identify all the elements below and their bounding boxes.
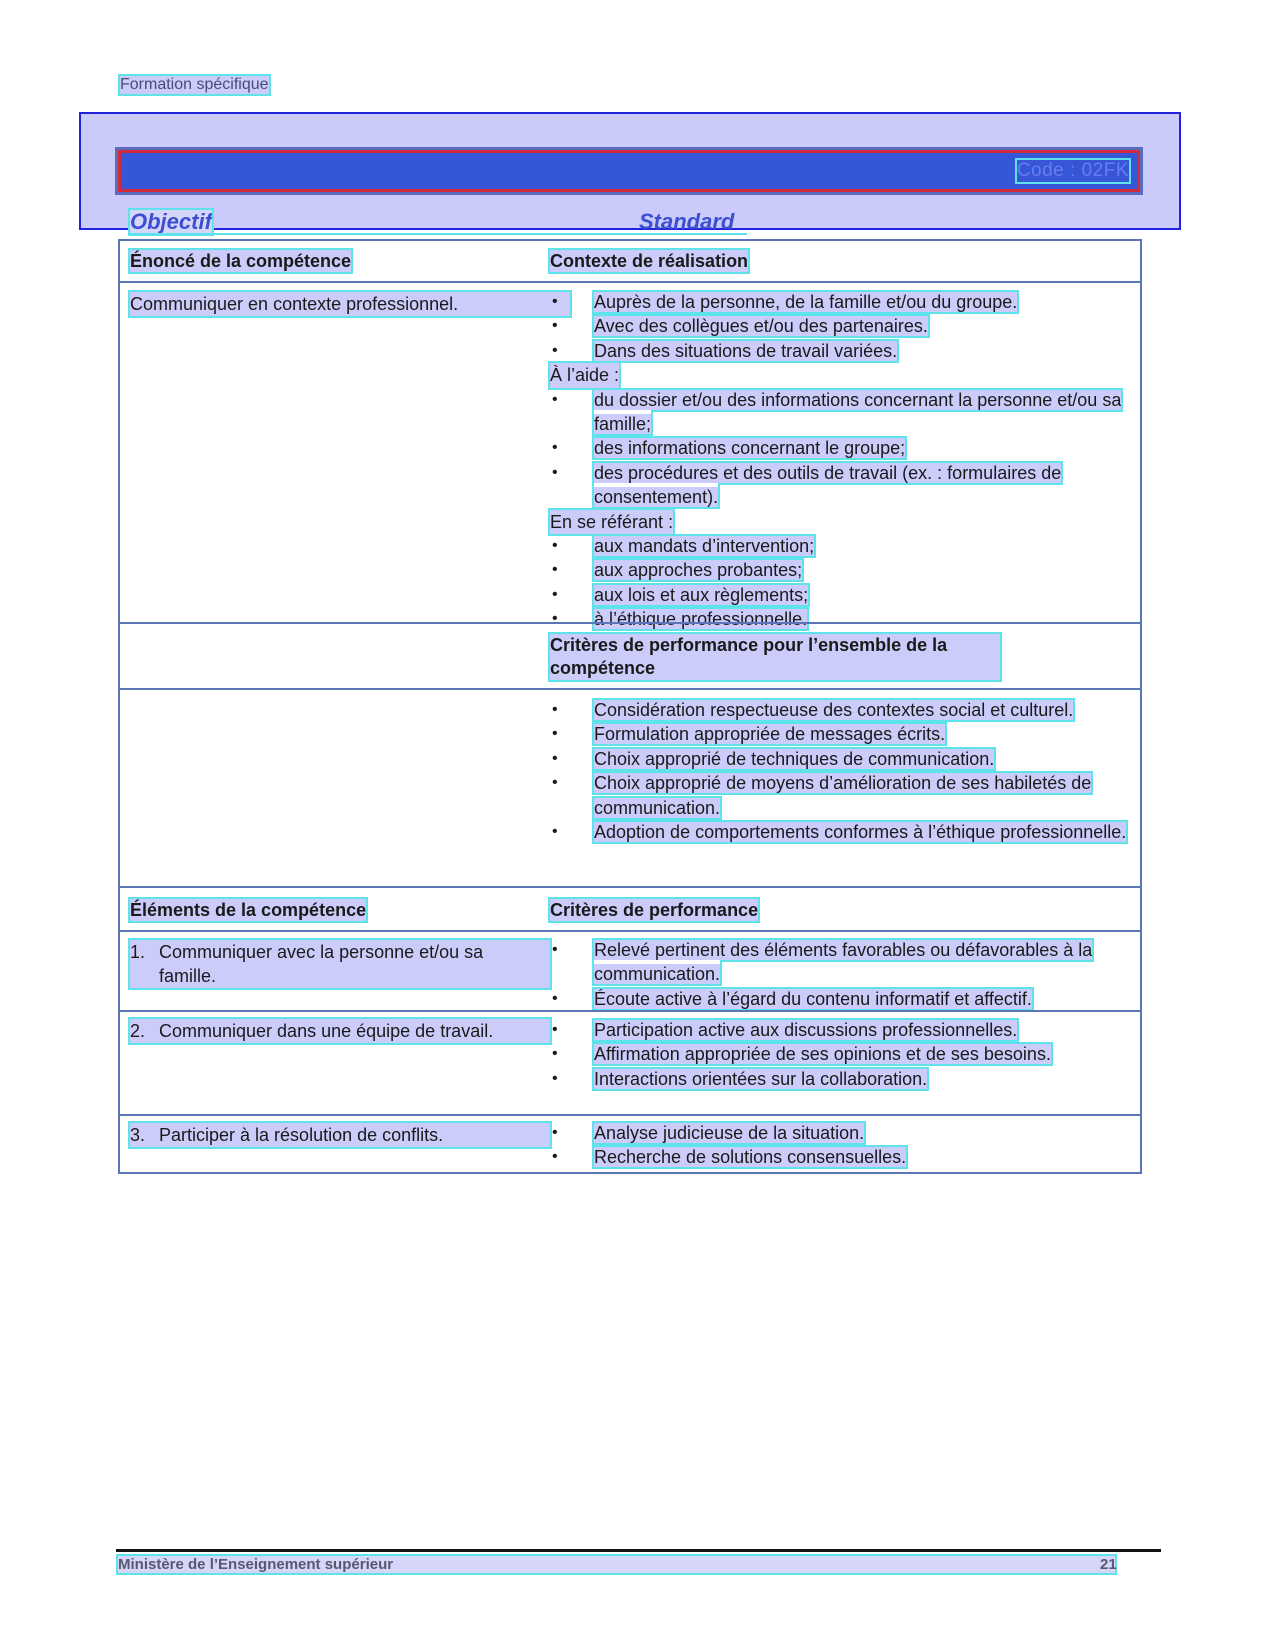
element-criteres-list xyxy=(550,1121,1128,1170)
element-number: 3. xyxy=(130,1125,146,1145)
list-item xyxy=(550,558,1128,582)
code-bar xyxy=(118,150,1140,192)
list-item xyxy=(550,1145,1128,1169)
bullet-icon: • xyxy=(552,749,558,767)
criteres-ensemble-header: Critères de performance pour l’ensemble de la compétence xyxy=(550,634,1000,680)
bullet-icon: • xyxy=(552,1021,558,1038)
elements-header-row xyxy=(120,886,1140,930)
enonce-text: Communiquer en contexte professionnel. xyxy=(130,292,570,316)
bullet-icon: • xyxy=(552,463,558,481)
list-item-text: Participation active aux discussions professionnelles. xyxy=(594,1020,1018,1040)
element-number: 1. xyxy=(130,942,146,962)
list-item xyxy=(550,722,1128,746)
bullet-icon: • xyxy=(552,439,558,457)
list-item xyxy=(550,436,1128,460)
list-item xyxy=(550,987,1128,1011)
a-l-aide-label: À l’aide : xyxy=(550,363,619,387)
list-item-text: aux mandats d’intervention; xyxy=(594,536,815,557)
element-label xyxy=(130,1123,550,1147)
list-item-text: Auprès de la personne, de la famille et/ou du groupe. xyxy=(594,292,1018,312)
objectif-heading: Objectif xyxy=(130,209,212,234)
criteres-ensemble-list xyxy=(550,698,1128,844)
standard-heading: Standard xyxy=(639,209,735,234)
list-item-text: Dans des situations de travail variées. xyxy=(594,340,898,361)
list-item xyxy=(550,314,1128,338)
bullet-icon: • xyxy=(552,1124,558,1141)
bullet-icon: • xyxy=(552,774,558,792)
list-item xyxy=(550,461,1128,510)
list-item-text: aux lois et aux règlements; xyxy=(594,584,809,605)
element-criteres-list xyxy=(550,938,1128,1011)
enonce-header: Énoncé de la compétence xyxy=(130,251,352,271)
list-item xyxy=(550,388,1128,437)
bullet-icon: • xyxy=(552,293,558,310)
list-item xyxy=(550,698,1128,722)
criteres-ensemble-header-row xyxy=(120,622,1140,688)
criteres-ensemble-row xyxy=(120,688,1140,886)
contexte-list-aide xyxy=(550,388,1128,510)
elements-header: Éléments de la compétence xyxy=(130,900,367,920)
list-item-text: Affirmation appropriée de ses opinions et de ses besoins. xyxy=(594,1044,1051,1065)
bullet-icon: • xyxy=(552,823,558,841)
list-item xyxy=(550,290,1128,314)
element-row-2 xyxy=(120,1010,1140,1114)
list-item-text: Considération respectueuse des contextes social et culturel. xyxy=(594,700,1074,720)
list-item-text: à l’éthique professionnelle. xyxy=(594,609,808,630)
competency-table xyxy=(118,239,1142,1174)
list-item xyxy=(550,1042,1128,1066)
bullet-icon: • xyxy=(552,341,558,359)
bullet-icon: • xyxy=(552,989,558,1007)
element-criteres-list xyxy=(550,1018,1128,1091)
list-item-text: Avec des collègues et/ou des partenaires. xyxy=(594,316,928,337)
list-item-text: Recherche de solutions consensuelles. xyxy=(594,1147,907,1168)
list-item-text: Écoute active à l’égard du contenu informatif et affectif. xyxy=(594,988,1032,1009)
bullet-icon: • xyxy=(552,1045,558,1063)
enonce-row xyxy=(120,281,1140,630)
list-item-text: Formulation appropriée de messages écrits. xyxy=(594,724,946,745)
element-text: Participer à la résolution de conflits. xyxy=(159,1125,444,1145)
element-row-3 xyxy=(120,1114,1140,1172)
list-item-text: Relevé pertinent des éléments favorables ou défavorables à la communication. xyxy=(594,940,1093,985)
contexte-header: Contexte de réalisation xyxy=(550,251,749,271)
en-se-referant-label: En se référant : xyxy=(550,510,673,534)
bullet-icon: • xyxy=(552,941,558,958)
contexte-list-general xyxy=(550,290,1128,363)
criteres-header: Critères de performance xyxy=(550,900,759,920)
element-label xyxy=(130,1019,550,1043)
competency-banner xyxy=(79,112,1181,234)
list-item xyxy=(550,820,1128,844)
element-text: Communiquer dans une équipe de travail. xyxy=(159,1021,494,1041)
list-item-text: des procédures et des outils de travail (ex. : formulaires de consentement). xyxy=(594,462,1062,508)
footer-rule xyxy=(116,1549,1161,1552)
contexte-list-referant xyxy=(550,534,1128,632)
list-item xyxy=(550,938,1128,987)
footer-page-number: 21 xyxy=(1100,1556,1117,1573)
footer-ministry: Ministère de l’Enseignement supérieur xyxy=(118,1556,394,1573)
bullet-icon: • xyxy=(552,610,558,628)
list-item xyxy=(550,583,1128,607)
list-item-text: du dossier et/ou des informations concernant la personne et/ou sa famille; xyxy=(594,389,1122,435)
competency-code: Code : 02FK xyxy=(1016,160,1129,181)
bullet-icon: • xyxy=(552,701,558,718)
bullet-icon: • xyxy=(552,561,558,579)
bullet-icon: • xyxy=(552,537,558,555)
list-item-text: Analyse judicieuse de la situation. xyxy=(594,1123,865,1143)
bullet-icon: • xyxy=(552,725,558,743)
bullet-icon: • xyxy=(552,317,558,335)
table-header-row xyxy=(120,241,1140,281)
list-item xyxy=(550,747,1128,771)
list-item xyxy=(550,534,1128,558)
element-row-1 xyxy=(120,930,1140,1010)
banner-underline xyxy=(130,233,747,235)
running-header: Formation spécifique xyxy=(120,76,269,93)
list-item xyxy=(550,1121,1128,1145)
list-item xyxy=(550,1018,1128,1042)
list-item xyxy=(550,339,1128,363)
list-item-text: Adoption de comportements conformes à l’éthique professionnelle. xyxy=(594,822,1127,843)
element-label xyxy=(130,940,550,988)
bullet-icon: • xyxy=(552,390,558,408)
bullet-icon: • xyxy=(552,1148,558,1166)
element-number: 2. xyxy=(130,1021,146,1041)
list-item xyxy=(550,1067,1128,1091)
list-item-text: Choix approprié de techniques de communication. xyxy=(594,748,995,769)
list-item-text: Interactions orientées sur la collaboration. xyxy=(594,1068,928,1089)
list-item xyxy=(550,771,1128,820)
element-text: Communiquer avec la personne et/ou sa famille. xyxy=(159,942,484,986)
list-item-text: des informations concernant le groupe; xyxy=(594,438,906,459)
bullet-icon: • xyxy=(552,585,558,603)
bullet-icon: • xyxy=(552,1069,558,1087)
list-item-text: Choix approprié de moyens d’amélioration de ses habiletés de communication. xyxy=(594,773,1092,818)
list-item-text: aux approches probantes; xyxy=(594,560,803,581)
